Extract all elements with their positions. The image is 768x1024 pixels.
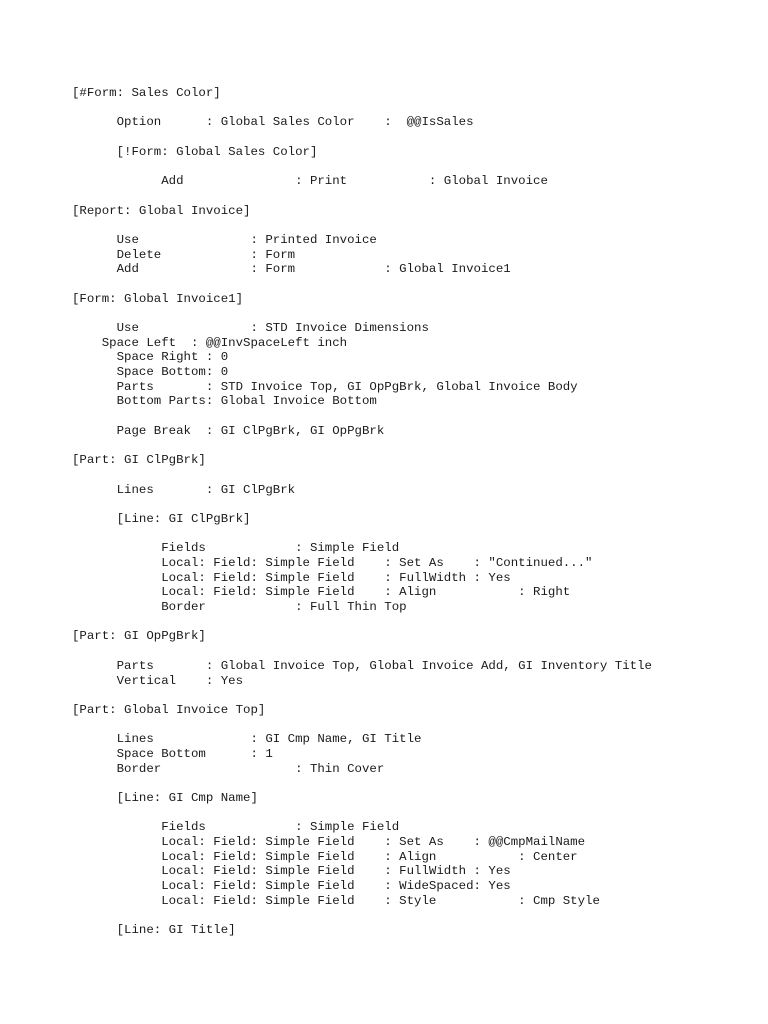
code-line: [Part: GI ClPgBrk] (72, 453, 206, 468)
code-line: Space Bottom : 1 (72, 746, 273, 761)
code-line: Space Right : 0 (72, 350, 229, 365)
blank-line (72, 439, 762, 454)
code-line: Local: Field: Simple Field : Style : Cmp Style (72, 893, 600, 908)
blank-line (72, 718, 762, 733)
code-line: [Part: GI OpPgBrk] (72, 629, 206, 644)
code-line: Add : Print : Global Invoice (72, 174, 548, 189)
code-line: Space Left : @@InvSpaceLeft inch (72, 335, 348, 350)
code-line: [Line: GI ClPgBrk] (72, 511, 251, 526)
blank-line (72, 644, 762, 659)
code-line: Page Break : GI ClPgBrk, GI OpPgBrk (72, 423, 385, 438)
code-line: Delete : Form (72, 247, 296, 262)
blank-line (72, 409, 762, 424)
blank-line (72, 130, 762, 145)
code-line: Parts : STD Invoice Top, GI OpPgBrk, Global Invoice Body (72, 379, 578, 394)
code-line: Space Bottom: 0 (72, 365, 229, 380)
blank-line (72, 189, 762, 204)
code-line: Local: Field: Simple Field : FullWidth : Yes (72, 570, 511, 585)
code-line: Add : Form : Global Invoice1 (72, 262, 511, 277)
blank-line (72, 909, 762, 924)
code-line: [Part: Global Invoice Top] (72, 702, 266, 717)
blank-line (72, 218, 762, 233)
code-line: Local: Field: Simple Field : Set As : "Continued..." (72, 556, 593, 570)
code-line: Border : Thin Cover (72, 761, 385, 776)
code-line: [Form: Global Invoice1] (72, 291, 244, 306)
code-line: Bottom Parts: Global Invoice Bottom (72, 394, 377, 409)
blank-line (72, 527, 762, 542)
code-line: [Report: Global Invoice] (72, 203, 251, 218)
blank-line (72, 688, 762, 703)
code-line: Lines : GI ClPgBrk (72, 482, 296, 497)
blank-line (72, 497, 762, 512)
code-line: Local: Field: Simple Field : FullWidth : Yes (72, 864, 511, 879)
blank-line (72, 159, 762, 174)
blank-line (72, 615, 762, 630)
code-line: Local: Field: Simple Field : WideSpaced: Yes (72, 879, 511, 894)
code-line: [#Form: Sales Color] (72, 86, 221, 100)
tdl-code-document (72, 86, 762, 938)
code-line: Use : Printed Invoice (72, 232, 377, 247)
code-line: Use : STD Invoice Dimensions (72, 321, 429, 335)
code-line: Vertical : Yes (72, 673, 244, 688)
blank-line (72, 468, 762, 483)
blank-line (72, 806, 762, 821)
code-line: Fields : Simple Field (72, 820, 400, 835)
code-line: Lines : GI Cmp Name, GI Title (72, 732, 422, 747)
blank-line (72, 306, 762, 321)
blank-line (72, 277, 762, 292)
code-line: [Line: GI Cmp Name] (72, 791, 258, 805)
code-line: [Line: GI Title] (72, 923, 236, 938)
code-line: Fields : Simple Field (72, 541, 400, 556)
blank-line (72, 101, 762, 116)
code-line: Local: Field: Simple Field : Set As : @@CmpMailName (72, 835, 586, 850)
blank-line (72, 776, 762, 791)
code-line: Local: Field: Simple Field : Align : Right (72, 585, 571, 600)
code-line: Border : Full Thin Top (72, 600, 407, 615)
code-line: Parts : Global Invoice Top, Global Invoice Add, GI Inventory Title (72, 658, 652, 673)
code-line: [!Form: Global Sales Color] (72, 144, 318, 159)
code-line: Option : Global Sales Color : @@IsSales (72, 115, 474, 130)
code-line: Local: Field: Simple Field : Align : Center (72, 849, 578, 864)
